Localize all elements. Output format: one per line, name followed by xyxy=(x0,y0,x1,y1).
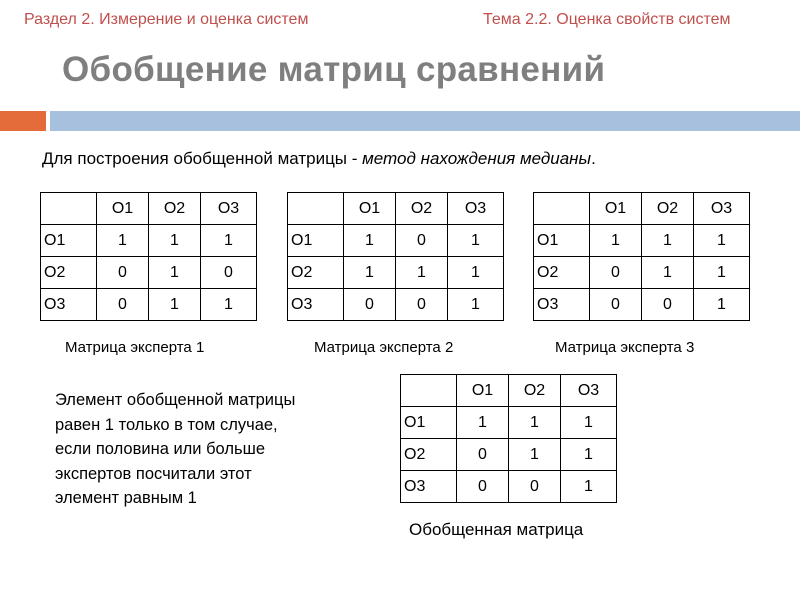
matrix-cell: 1 xyxy=(509,439,561,471)
row-header: О2 xyxy=(534,257,590,289)
matrix-cell: 1 xyxy=(149,289,201,321)
expert-2-caption: Матрица эксперта 2 xyxy=(314,339,454,356)
matrix-cell: 1 xyxy=(457,407,509,439)
expert-1-matrix xyxy=(40,192,257,321)
row-header: О3 xyxy=(534,289,590,321)
corner-cell xyxy=(534,193,590,225)
row-header: О2 xyxy=(288,257,344,289)
expert-1-caption: Матрица эксперта 1 xyxy=(65,339,205,356)
matrix-row xyxy=(288,225,504,257)
matrix-cell: 1 xyxy=(694,289,750,321)
matrix-cell: 0 xyxy=(396,225,448,257)
accent-bar-orange xyxy=(0,111,46,131)
matrix-cell: 1 xyxy=(448,225,504,257)
matrix-cell: 1 xyxy=(561,471,617,503)
topic-header: Тема 2.2. Оценка свойств систем xyxy=(483,11,731,28)
matrix-cell: 1 xyxy=(642,225,694,257)
matrix-row xyxy=(401,439,617,471)
corner-cell xyxy=(41,193,97,225)
matrix-cell: 0 xyxy=(590,257,642,289)
matrix-row xyxy=(41,289,257,321)
matrix-cell: 1 xyxy=(448,257,504,289)
matrix-cell: 0 xyxy=(590,289,642,321)
matrix-row xyxy=(401,407,617,439)
note-line: Элемент обобщенной матрицы xyxy=(55,391,296,409)
matrix-cell: 1 xyxy=(149,257,201,289)
column-header: О3 xyxy=(561,375,617,407)
row-header: О1 xyxy=(534,225,590,257)
matrix-cell: 1 xyxy=(344,257,396,289)
column-header: О3 xyxy=(201,193,257,225)
matrix-header-row xyxy=(288,193,504,225)
matrix-cell: 0 xyxy=(97,257,149,289)
matrix-header-row xyxy=(41,193,257,225)
matrix-cell: 1 xyxy=(448,289,504,321)
note-line: экспертов посчитали этот xyxy=(55,464,252,483)
row-header: О1 xyxy=(41,225,97,257)
corner-cell xyxy=(288,193,344,225)
row-header: О1 xyxy=(401,407,457,439)
matrix-cell: 1 xyxy=(642,257,694,289)
matrix-cell: 1 xyxy=(694,225,750,257)
column-header: О2 xyxy=(642,193,694,225)
column-header: О2 xyxy=(396,193,448,225)
row-header: О3 xyxy=(41,289,97,321)
matrix-cell: 0 xyxy=(457,471,509,503)
generalized-matrix xyxy=(400,374,617,503)
column-header: О2 xyxy=(509,375,561,407)
slide-title: Обобщение матриц сравнений xyxy=(62,50,606,89)
intro-lead: Для построения обобщенной матрицы - xyxy=(42,149,363,168)
matrix-cell: 1 xyxy=(561,407,617,439)
row-header: О1 xyxy=(288,225,344,257)
matrix-row xyxy=(41,257,257,289)
section-header: Раздел 2. Измерение и оценка систем xyxy=(24,11,309,28)
matrix-cell: 1 xyxy=(344,225,396,257)
column-header: О1 xyxy=(457,375,509,407)
matrix-row xyxy=(401,471,617,503)
matrix-cell: 1 xyxy=(509,407,561,439)
rule-note xyxy=(55,388,365,511)
matrix-cell: 0 xyxy=(642,289,694,321)
matrix-row xyxy=(288,289,504,321)
matrix-header-row xyxy=(401,375,617,407)
row-header: О2 xyxy=(41,257,97,289)
expert-3-caption: Матрица эксперта 3 xyxy=(555,339,695,356)
note-line: равен 1 только в том случае, xyxy=(55,415,278,434)
column-header: О3 xyxy=(694,193,750,225)
matrix-cell: 1 xyxy=(561,439,617,471)
expert-2-matrix xyxy=(287,192,504,321)
matrix-row xyxy=(288,257,504,289)
matrix-cell: 1 xyxy=(694,257,750,289)
matrix-cell: 1 xyxy=(396,257,448,289)
column-header: О2 xyxy=(149,193,201,225)
column-header: О3 xyxy=(448,193,504,225)
matrix-cell: 1 xyxy=(201,225,257,257)
column-header: О1 xyxy=(590,193,642,225)
row-header: О3 xyxy=(401,471,457,503)
intro-text xyxy=(42,149,596,169)
matrix-cell: 1 xyxy=(590,225,642,257)
matrix-cell: 0 xyxy=(457,439,509,471)
note-line: элемент равным 1 xyxy=(55,489,197,507)
intro-method: метод нахождения медианы xyxy=(362,149,592,168)
matrix-cell: 0 xyxy=(201,257,257,289)
matrix-cell: 1 xyxy=(149,225,201,257)
matrix-row xyxy=(41,225,257,257)
column-header: О1 xyxy=(97,193,149,225)
corner-cell xyxy=(401,375,457,407)
matrix-cell: 0 xyxy=(344,289,396,321)
matrix-header-row xyxy=(534,193,750,225)
column-header: О1 xyxy=(344,193,396,225)
intro-end: . xyxy=(591,149,596,168)
matrix-cell: 1 xyxy=(201,289,257,321)
note-line: если половина или больше xyxy=(55,440,265,458)
generalized-caption: Обобщенная матрица xyxy=(409,520,584,539)
matrix-row xyxy=(534,225,750,257)
expert-3-matrix xyxy=(533,192,750,321)
matrix-cell: 0 xyxy=(509,471,561,503)
row-header: О2 xyxy=(401,439,457,471)
matrix-cell: 0 xyxy=(396,289,448,321)
matrix-row xyxy=(534,289,750,321)
matrix-row xyxy=(534,257,750,289)
matrix-cell: 0 xyxy=(97,289,149,321)
row-header: О3 xyxy=(288,289,344,321)
matrix-cell: 1 xyxy=(97,225,149,257)
accent-bar-blue xyxy=(50,111,800,131)
